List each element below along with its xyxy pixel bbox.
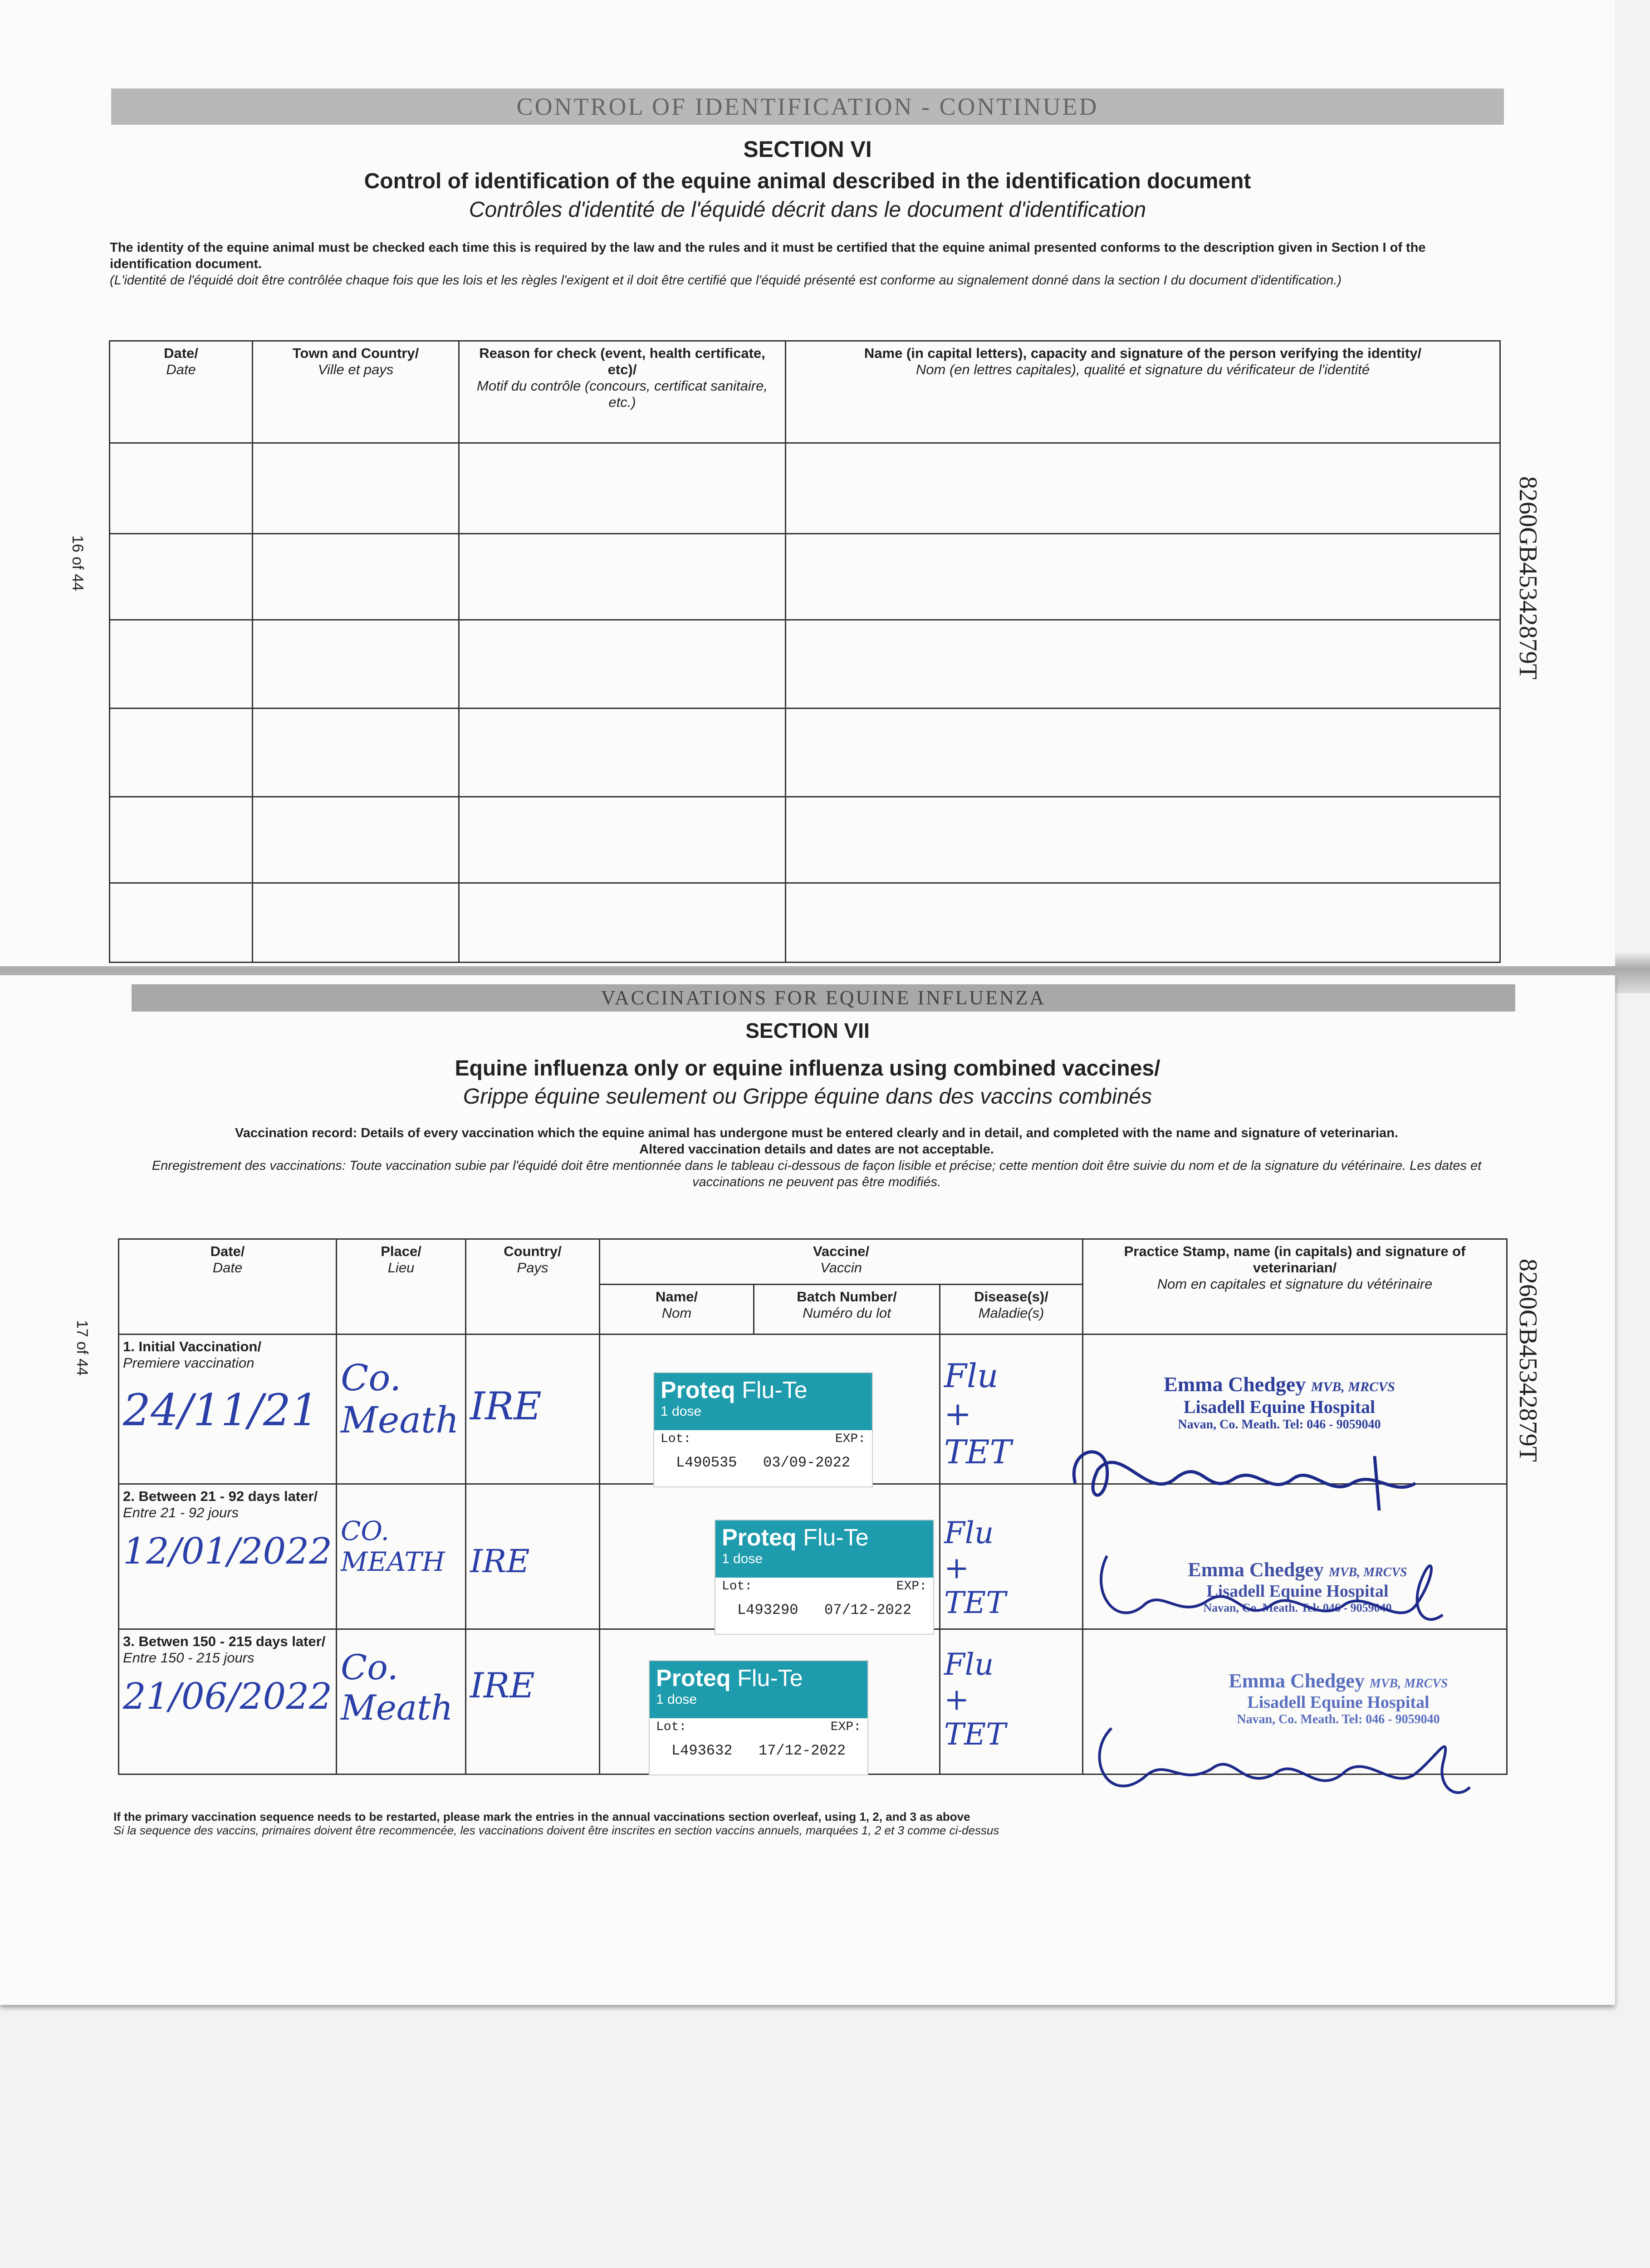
page-number: 16 of 44	[69, 535, 86, 591]
table-row	[110, 620, 1500, 709]
vet-stamp-2: Emma Chedgey MVB, MRCVS Lisadell Equine Hospital Navan, Co. Meath. Tel: 046 - 9059040	[1188, 1559, 1407, 1614]
vet-stamp-3: Emma Chedgey MVB, MRCVS Lisadell Equine Hospital Navan, Co. Meath. Tel: 046 - 9059040	[1229, 1670, 1448, 1726]
section-banner: CONTROL OF IDENTIFICATION - CONTINUED	[111, 88, 1504, 125]
vaccine-label-3: Proteq Flu-Te 1 dose Lot: EXP: L493632 17/12-2022	[649, 1660, 868, 1775]
title-french: Grippe équine seulement ou Grippe équine dans des vaccins combinés	[463, 1085, 1152, 1109]
vaccination-date: 12/01/2022	[123, 1530, 333, 1572]
table-row	[110, 883, 1500, 963]
expiry: 17/12-2022	[759, 1742, 846, 1759]
country-cell: IRE	[466, 1334, 600, 1484]
bottom-page	[0, 975, 1615, 2005]
section-title: SECTION VII	[745, 1019, 870, 1042]
section-title: SECTION VI	[743, 137, 872, 162]
col-stamp: Practice Stamp, name (in capitals) and signature of veterinarian/ Nom en capitales et signature du vétérinaire	[1083, 1239, 1507, 1334]
restart-footnote: If the primary vaccination sequence needs to be restarted, please mark the entries in the annual vaccinations section overleaf, using 1, 2, and 3 as above Si la sequence des vaccins, primaires doivent être recommencée, les vaccinations doivent être inscrites en section vaccins annuels, marquées 1, 2 et 3 comme ci-dessus	[113, 1810, 999, 1837]
col-vaccine: Vaccine/ Vaccin	[600, 1239, 1083, 1285]
disease-cell: Flu + TET	[940, 1334, 1083, 1484]
col-town-country: Town and Country/ Ville et pays	[253, 341, 459, 443]
title-english: Control of identification of the equine animal described in the identification document	[364, 169, 1251, 193]
vet-signature-3	[1080, 1701, 1479, 1810]
table-row	[110, 443, 1500, 534]
vet-signature-1	[1057, 1429, 1456, 1520]
vaccine-label-2: Proteq Flu-Te 1 dose Lot: EXP: L493290 07/12-2022	[715, 1520, 934, 1635]
expiry: 03/09-2022	[763, 1454, 851, 1471]
note-english-altered: Altered vaccination details and dates are not acceptable.	[639, 1142, 994, 1157]
col-date: Date/ Date	[110, 341, 253, 443]
identity-note	[110, 240, 1507, 288]
disease-cell: Flu + TET	[940, 1629, 1083, 1774]
date-cell: 3. Betwen 150 - 215 days later/ Entre 150 - 215 jours 21/06/2022	[119, 1629, 337, 1774]
place-cell: Co. Meath	[337, 1334, 466, 1484]
batch-number: L493632	[671, 1742, 733, 1759]
table-row	[110, 797, 1500, 883]
vaccination-date: 24/11/21	[123, 1385, 319, 1436]
col-place: Place/ Lieu	[337, 1239, 466, 1334]
top-page	[0, 0, 1615, 966]
disease-cell: Flu + TET	[940, 1484, 1083, 1629]
col-vaccine-name: Name/ Nom	[600, 1285, 754, 1334]
country-cell: IRE	[466, 1484, 600, 1629]
col-reason: Reason for check (event, health certificate, etc)/ Motif du contrôle (concours, certificat sanitaire, etc.)	[459, 341, 786, 443]
vaccine-label-1: Proteq Flu-Te 1 dose Lot: EXP: L490535 03/09-2022	[653, 1372, 873, 1487]
document-number: 8260GB45342879T	[1514, 476, 1542, 679]
date-cell: 1. Initial Vaccination/ Premiere vaccination 24/11/21	[119, 1334, 337, 1484]
vaccination-date: 21/06/2022	[123, 1675, 333, 1717]
note-french: (L'identité de l'équidé doit être contrôlée chaque fois que les lois et les règles l'exigent et il doit être certifié que l'équidé présenté est conforme au signalement donné dans la section I du document d'identification.)	[110, 273, 1342, 288]
col-date: Date/ Date	[119, 1239, 337, 1334]
col-verifier: Name (in capital letters), capacity and signature of the person verifying the identity/ Nom (en lettres capitales), qualité et signature du vérificateur de l'identité	[786, 341, 1500, 443]
identity-check-table	[109, 340, 1501, 963]
note-english: Vaccination record: Details of every vaccination which the equine animal has undergone must be entered clearly and in detail, and completed with the name and signature of veterinarian.	[235, 1126, 1398, 1140]
note-french: Enregistrement des vaccinations: Toute vaccination subie par l'équidé doit être mentionnée dans le tableau ci-dessous de façon lisible et précise; cette mention doit être suivie du nom et de la signature du vétérinaire. Les dates et vaccinations ne peuvent pas être modifiés.	[152, 1158, 1482, 1189]
col-batch: Batch Number/ Numéro du lot	[754, 1285, 940, 1334]
page-number: 17 of 44	[73, 1320, 91, 1376]
place-cell: CO. MEATH	[337, 1484, 466, 1629]
expiry: 07/12-2022	[824, 1602, 912, 1618]
vet-stamp-1: Emma Chedgey MVB, MRCVS Lisadell Equine Hospital Navan, Co. Meath. Tel: 046 - 9059040	[1164, 1373, 1395, 1432]
section-banner: VACCINATIONS FOR EQUINE INFLUENZA	[132, 984, 1515, 1012]
vet-signature-2	[1080, 1538, 1479, 1637]
table-row	[110, 709, 1500, 797]
date-cell: 2. Between 21 - 92 days later/ Entre 21 - 92 jours 12/01/2022	[119, 1484, 337, 1629]
note-english: The identity of the equine animal must be checked each time this is required by the law and the rules and it must be certified that the equine animal presented conforms to the description given in Section I of the identification document.	[110, 240, 1426, 271]
place-cell: Co. Meath	[337, 1629, 466, 1774]
title-english: Equine influenza only or equine influenza using combined vaccines/	[455, 1056, 1160, 1080]
batch-number: L493290	[737, 1602, 798, 1618]
table-row	[110, 534, 1500, 620]
col-disease: Disease(s)/ Maladie(s)	[940, 1285, 1083, 1334]
country-cell: IRE	[466, 1629, 600, 1774]
document-number: 8260GB45342879T	[1514, 1259, 1542, 1462]
vaccination-note	[118, 1125, 1515, 1190]
batch-number: L490535	[676, 1454, 737, 1471]
col-country: Country/ Pays	[466, 1239, 600, 1334]
title-french: Contrôles d'identité de l'équidé décrit dans le document d'identification	[469, 198, 1146, 222]
